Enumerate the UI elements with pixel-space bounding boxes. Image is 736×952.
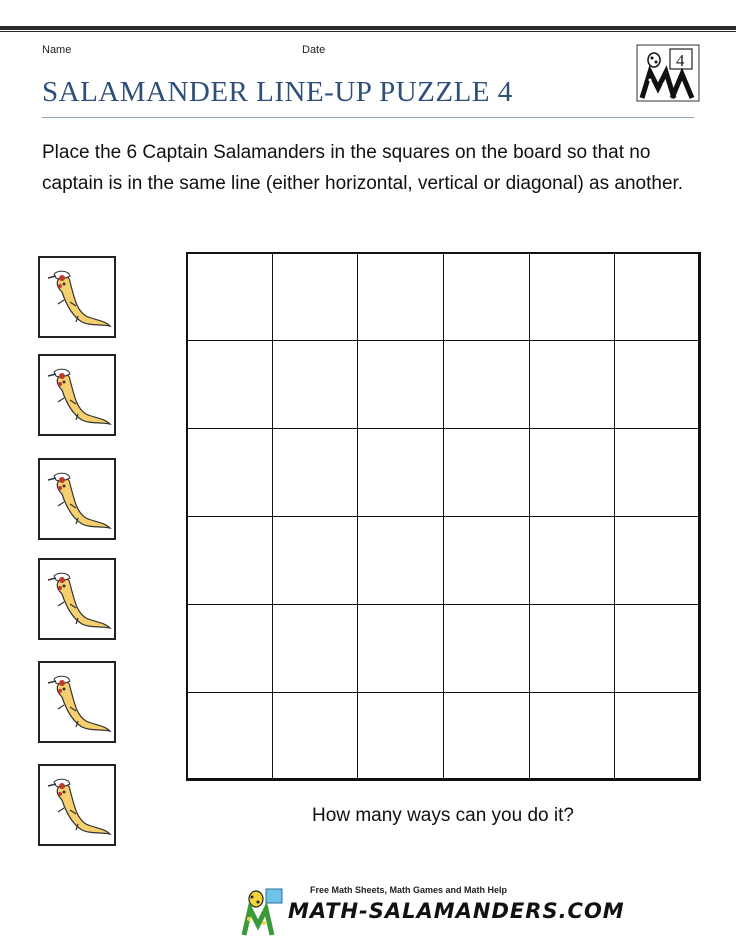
- board-cell[interactable]: [529, 428, 616, 517]
- footer-salamander-icon: [236, 885, 296, 937]
- question-text: How many ways can you do it?: [312, 805, 574, 826]
- name-label: Name: [42, 44, 72, 56]
- math-salamanders-logo-icon: [636, 44, 700, 102]
- board-cell[interactable]: [443, 340, 530, 429]
- board-cell[interactable]: [614, 252, 701, 341]
- board-cell[interactable]: [186, 252, 273, 341]
- board-cell[interactable]: [614, 516, 701, 605]
- salamander-piece[interactable]: [38, 354, 116, 436]
- board-cell[interactable]: [529, 604, 616, 693]
- board-cell[interactable]: [186, 428, 273, 517]
- title-divider: [42, 117, 694, 118]
- board-cell[interactable]: [272, 692, 359, 781]
- footer-site-link[interactable]: MATH-SALAMANDERS.COM: [288, 899, 625, 923]
- board-cell[interactable]: [529, 692, 616, 781]
- board-cell[interactable]: [443, 428, 530, 517]
- board-cell[interactable]: [529, 340, 616, 429]
- board-cell[interactable]: [443, 604, 530, 693]
- board-cell[interactable]: [614, 604, 701, 693]
- salamander-piece[interactable]: [38, 558, 116, 640]
- salamander-piece[interactable]: [38, 458, 116, 540]
- board-cell[interactable]: [357, 604, 444, 693]
- footer-tagline: Free Math Sheets, Math Games and Math Help: [310, 885, 508, 895]
- instructions-text: Place the 6 Captain Salamanders in the squares on the board so that no captain is in the same line (either horizontal, vertical or diagonal) as another.: [42, 142, 684, 194]
- top-border-thin: [0, 31, 736, 32]
- board-cell[interactable]: [186, 516, 273, 605]
- board-cell[interactable]: [529, 252, 616, 341]
- board-cell[interactable]: [529, 516, 616, 605]
- board-cell[interactable]: [357, 516, 444, 605]
- board-cell[interactable]: [272, 604, 359, 693]
- salamander-piece[interactable]: [38, 764, 116, 846]
- board-cell[interactable]: [186, 604, 273, 693]
- board-cell[interactable]: [614, 428, 701, 517]
- board-cell[interactable]: [614, 692, 701, 781]
- salamander-captain-icon: [46, 568, 112, 632]
- logo-number: 4: [676, 51, 685, 70]
- date-label: Date: [302, 44, 326, 56]
- board-cell[interactable]: [186, 692, 273, 781]
- salamander-captain-icon: [46, 671, 112, 735]
- board-cell[interactable]: [272, 516, 359, 605]
- salamander-captain-icon: [46, 468, 112, 532]
- page-title: SALAMANDER LINE-UP PUZZLE 4: [42, 76, 513, 108]
- top-border: [0, 26, 736, 30]
- board-cell[interactable]: [443, 692, 530, 781]
- board-cell[interactable]: [614, 340, 701, 429]
- salamander-captain-icon: [46, 774, 112, 838]
- board-cell[interactable]: [272, 252, 359, 341]
- board-cell[interactable]: [443, 252, 530, 341]
- footer: [236, 885, 625, 935]
- salamander-piece[interactable]: [38, 661, 116, 743]
- board-cell[interactable]: [357, 692, 444, 781]
- salamander-captain-icon: [46, 364, 112, 428]
- puzzle-board: [186, 252, 700, 780]
- board-cell[interactable]: [357, 428, 444, 517]
- board-cell[interactable]: [357, 252, 444, 341]
- board-cell[interactable]: [443, 516, 530, 605]
- board-cell[interactable]: [186, 340, 273, 429]
- salamander-piece[interactable]: [38, 256, 116, 338]
- board-cell[interactable]: [357, 340, 444, 429]
- board-cell[interactable]: [272, 428, 359, 517]
- salamander-captain-icon: [46, 266, 112, 330]
- board-cell[interactable]: [272, 340, 359, 429]
